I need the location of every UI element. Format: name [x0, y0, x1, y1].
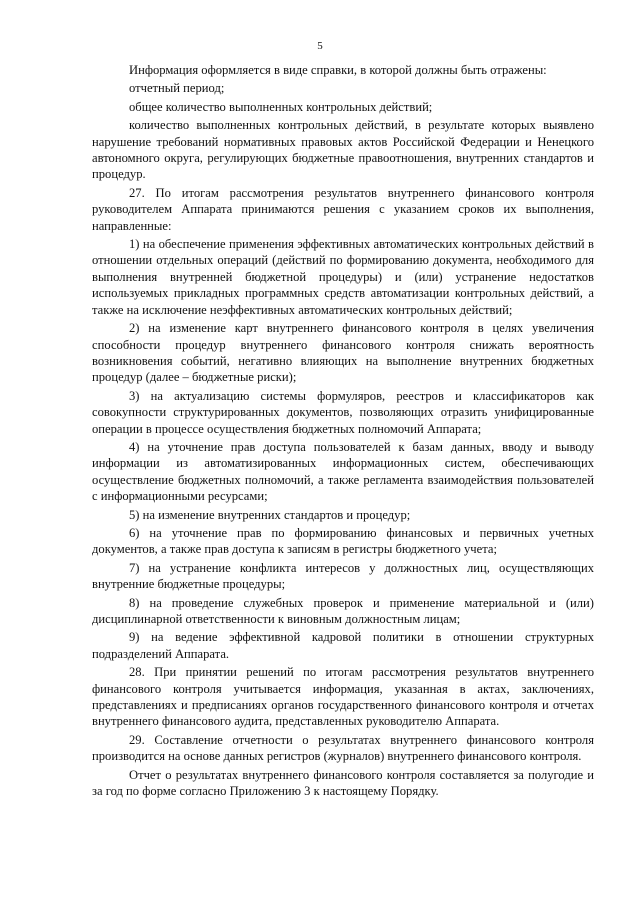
paragraph: 29. Составление отчетности о результатах внутреннего финансового контроля производится на основе данных регистров (журналов) внутреннего финансового контроля. [92, 732, 594, 764]
paragraph: 6) на уточнение прав по формированию финансовых и первичных учетных документов, а также прав доступа к записям в регистры бюджетного учета; [92, 525, 594, 557]
paragraph: 8) на проведение служебных проверок и применение материальной и (или) дисциплинарной ответственности к виновным должностным лицам; [92, 595, 594, 626]
paragraph: количество выполненных контрольных действий, в результате которых выявлено нарушение требований нормативных правовых актов Российской Федерации и Ненецкого автономного округа, регулирующих бюджетные правоотношения, внутренних стандартов и процедур. [92, 118, 594, 182]
paragraph: общее количество выполненных контрольных действий; [129, 99, 433, 114]
paragraph: Отчет о результатах внутреннего финансового контроля составляется за полугодие и за год по форме согласно Приложению 3 к настоящему Порядку. [92, 767, 594, 799]
paragraph: 28. При принятии решений по итогам рассмотрения результатов внутреннего финансового контроля учитывается информация, указанная в актах, заключениях, представлениях и предписаниях органов государственного финансового контроля и отчетах внутреннего финансового аудита, представленных руководителю Аппарата. [92, 665, 594, 729]
paragraph: 1) на обеспечение применения эффективных автоматических контрольных действий в отношении отдельных операций (действий по формированию документа, необходимого для выполнения внутренней бюджетной процедуры) и (или) устранение недостатков используемых прикладных программных средств автоматизации контрольных действий, а также на исключение неэффективных автоматических контрольных действий; [92, 237, 594, 317]
paragraph: 9) на ведение эффективной кадровой политики в отношении структурных подразделений Аппарата. [92, 630, 594, 661]
paragraph: 4) на уточнение прав доступа пользователей к базам данных, вводу и выводу информации из автоматизированных информационных систем, обеспечивающих осуществление бюджетных полномочий, а также регламента взаимодействия пользователей с информационными ресурсами; [92, 439, 594, 504]
document-body [92, 62, 594, 801]
paragraph: 2) на изменение карт внутреннего финансового контроля в целях увеличения способности процедур внутреннего финансового контроля снижать вероятность возникновения событий, негативно влияющих на выполнение внутренних бюджетных процедур (далее – бюджетные риски); [92, 321, 594, 385]
paragraph: 7) на устранение конфликта интересов у должностных лиц, осуществляющих внутренние бюджетные процедуры; [92, 560, 594, 592]
paragraph: 3) на актуализацию системы формуляров, реестров и классификаторов как совокупности структурированных документов, позволяющих отразить унифицированные операции в процессе осуществления бюджетных полномочий Аппарата; [92, 388, 594, 436]
page-number: 5 [317, 40, 323, 52]
paragraph: 27. По итогам рассмотрения результатов внутреннего финансового контроля руководителем Аппарата принимаются решения с указанием сроков их выполнения, направленные: [92, 185, 594, 233]
paragraph: 5) на изменение внутренних стандартов и процедур; [129, 507, 411, 522]
paragraph: Информация оформляется в виде справки, в которой должны быть отражены: [129, 63, 547, 77]
paragraph: отчетный период; [129, 81, 225, 96]
